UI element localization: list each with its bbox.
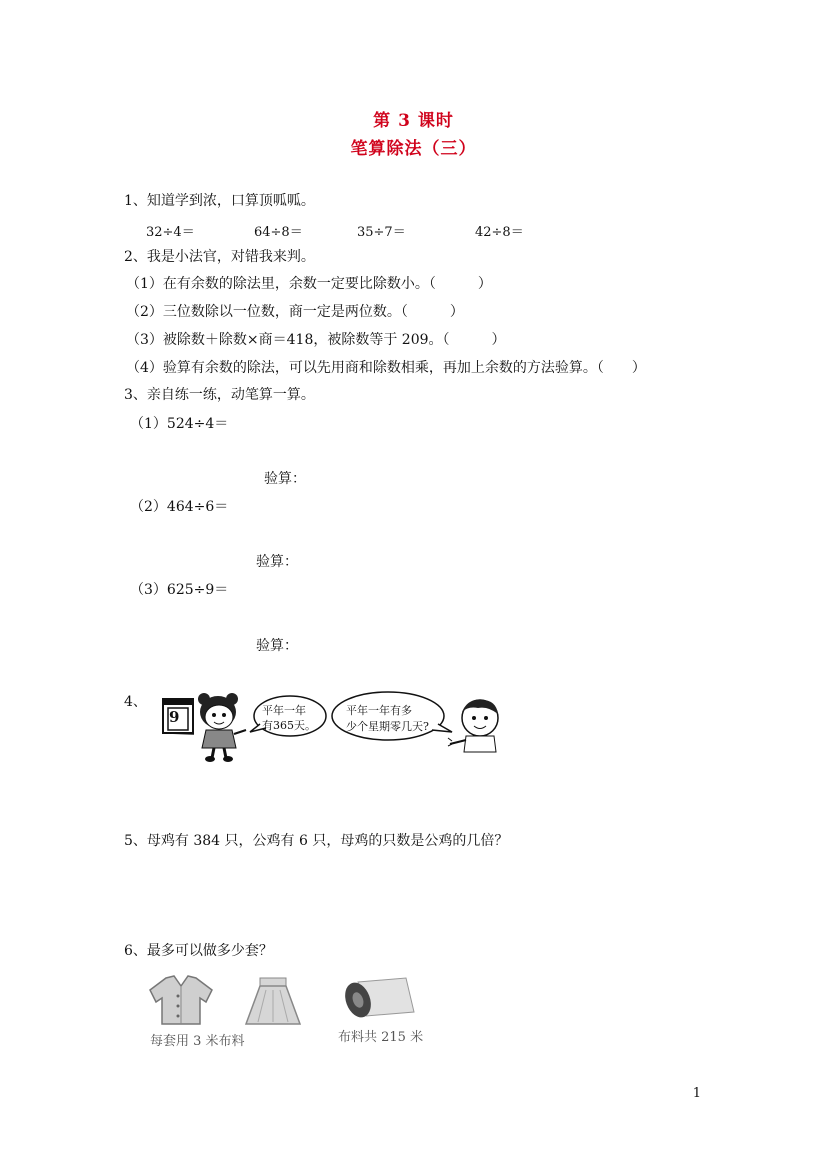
bubble-left-line-1: 平年一年 — [262, 704, 306, 717]
q1-equation-4: 42÷8＝ — [475, 225, 524, 240]
q2-statement-1: （1）在有余数的除法里，余数一定要比除数小。（ ） — [126, 276, 492, 292]
question-5-prompt: 5、母鸡有 384 只，公鸡有 6 只，母鸡的只数是公鸡的几倍？ — [124, 833, 509, 849]
lesson-number: 第 3 课时 — [373, 111, 454, 131]
bubble-right-line-1: 平年一年有多 — [346, 704, 412, 717]
page-title: 笔算除法（三） — [350, 139, 477, 159]
q3-check-label-3: 验算： — [256, 638, 298, 654]
q1-equation-1: 32÷4＝ — [146, 225, 195, 240]
q2-statement-2: （2）三位数除以一位数，商一定是两位数。（ ） — [126, 304, 464, 320]
caption-per-set: 每套用 3 米布料 — [150, 1034, 245, 1049]
q3-check-label-2: 验算： — [256, 554, 298, 570]
question-3-prompt: 3、亲自练一练，动笔算一算。 — [124, 387, 315, 403]
question-2-prompt: 2、我是小法官，对错我来判。 — [124, 249, 315, 265]
bubble-left-line-2: 有365天。 — [262, 719, 316, 732]
q3-check-label-1: 验算： — [264, 471, 306, 487]
page-number: 1 — [692, 1086, 701, 1101]
jacket-icon — [146, 974, 216, 1026]
skirt-icon — [244, 976, 304, 1028]
speech-bubble-left-icon — [248, 694, 328, 742]
question-1-prompt: 1、知道学到浓，口算顶呱呱。 — [124, 193, 315, 209]
q3-problem-3: （3）625÷9＝ — [130, 582, 229, 598]
girl-cartoon-icon — [194, 690, 250, 762]
q3-problem-1: （1）524÷4＝ — [130, 416, 229, 432]
q2-statement-3: （3）被除数＋除数×商＝418，被除数等于 209。（ ） — [126, 332, 506, 348]
caption-total-fabric: 布料共 215 米 — [338, 1030, 424, 1045]
boy-cartoon-icon — [448, 696, 508, 758]
q3-problem-2: （2）464÷6＝ — [130, 499, 229, 515]
question-6-prompt: 6、最多可以做多少套？ — [124, 943, 273, 959]
q2-statement-4: （4）验算有余数的除法，可以先用商和除数相乘，再加上余数的方法验算。（ ） — [126, 360, 646, 376]
fabric-roll-icon — [336, 976, 418, 1022]
calendar-digit: 9 — [169, 708, 180, 726]
q1-equation-3: 35÷7＝ — [357, 225, 406, 240]
question-4-number: 4、 — [124, 694, 147, 710]
q1-equation-2: 64÷8＝ — [254, 225, 303, 240]
bubble-right-line-2: 少个星期零几天? — [346, 720, 429, 733]
